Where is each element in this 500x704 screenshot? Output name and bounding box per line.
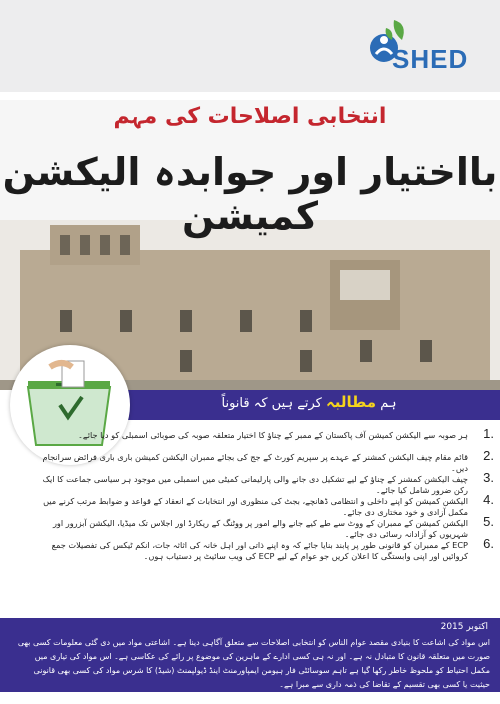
demands-list <box>24 426 494 566</box>
list-item <box>24 514 494 539</box>
disclaimer-text: اس مواد کی اشاعت کا بنیادی مقصد عوام الناس کو انتخابی اصلاحات سے متعلق آگاہی دینا ہے۔ اشاعتی مواد میں دی گئی معلومات کسی بھی صورت میں متعلقہ قانون کا متبادل نہ ہے۔ اور نہ ہی کسی ادارے کے ماہرین کی موضوع پر رائے کی عکاسی ہے۔ اس مواد کی تیاری میں مکمل احتیاط کو ملحوظ خاطر رکھا گیا ہے تاہم سوسائٹی فار ہیومن ایمپاورمنٹ اینڈ ڈیولپمنٹ (شیڈ) کا شرس مواد کی کسی بھی قانونی حیثیت یا کسی بھی تقسیم کے تقاضا کی ذمہ داری سے مبرا ہے۔ <box>17 638 490 689</box>
item-text: ECP کے ممبران کو قانونی طور پر پابند بنایا جائے کہ وہ اپنے ذاتی اور اہل خانہ کی اثاثہ جات، انکم ٹیکس کی تفصیلات جمع کروائیں اور اپنی وابستگی کا اعلان کریں جو عوام کے لیے ECP کی ویب سائیٹ پر دستیاب ہوں۔ <box>51 540 468 561</box>
list-item <box>24 536 494 566</box>
banner-highlight: مطالبہ <box>325 393 377 411</box>
item-text: الیکشن کمیشن کے ممبران کے ووٹ سے طے کیے جانے والے امور پر ووٹنگ کے ریکارڈ اور اجلاس تک میڈیا، الیکشن آبزرور اور شہریوں کو آزادانہ رسائی دی جائے۔ <box>52 518 468 539</box>
item-number: 1. <box>483 426 494 441</box>
item-text: قائم مقام چیف الیکشن کمشنر کے عہدے پر سپریم کورٹ کے جج کی بجائے ممبران الیکشن کمیشن باری باری فرائض سرانجام دیں۔ <box>42 452 468 473</box>
item-text: الیکشن کمیشن کو اپنے داخلی و انتظامی ڈھانچے، بجٹ کی منظوری اور انتخابات کے انعقاد کے قواعد و ضوابط مرتب کرنے میں مکمل آزادی و خود مختاری دی جائے۔ <box>43 496 468 517</box>
campaign-subtitle: انتخابی اصلاحات کی مہم <box>113 104 387 129</box>
item-number: 5. <box>483 514 494 529</box>
item-number: 4. <box>483 492 494 507</box>
demand-banner-text <box>118 393 500 411</box>
list-item <box>24 426 494 448</box>
list-item <box>24 448 494 473</box>
item-text: چیف الیکشن کمشنر کے چناؤ کے لیے تشکیل دی جانے والی پارلیمانی کمیٹی میں اسمبلی میں موجود ہر سیاسی جماعت کا ایک رکن ضرور شامل کیا جائے۔ <box>42 474 468 495</box>
banner-prefix: ہم <box>380 396 397 411</box>
item-number: 3. <box>483 470 494 485</box>
list-item <box>24 470 494 495</box>
publication-date: اکتوبر 2015 <box>440 622 488 632</box>
banner-suffix: کرتے ہیں کہ قانوناً <box>221 396 322 411</box>
page-title: بااختیار اور جوابدہ الیکشن کمیشن <box>2 150 498 238</box>
list-item <box>24 492 494 517</box>
logo-text: SHED <box>392 44 469 74</box>
item-text: ہر صوبہ سے الیکشن کمیشن آف پاکستان کے ممبر کے چناؤ کا اختیار متعلقہ صوبہ کی صوبائی اسمبلی کو دیا جائے۔ <box>78 430 468 440</box>
item-number: 2. <box>483 448 494 463</box>
item-number: 6. <box>483 536 494 551</box>
